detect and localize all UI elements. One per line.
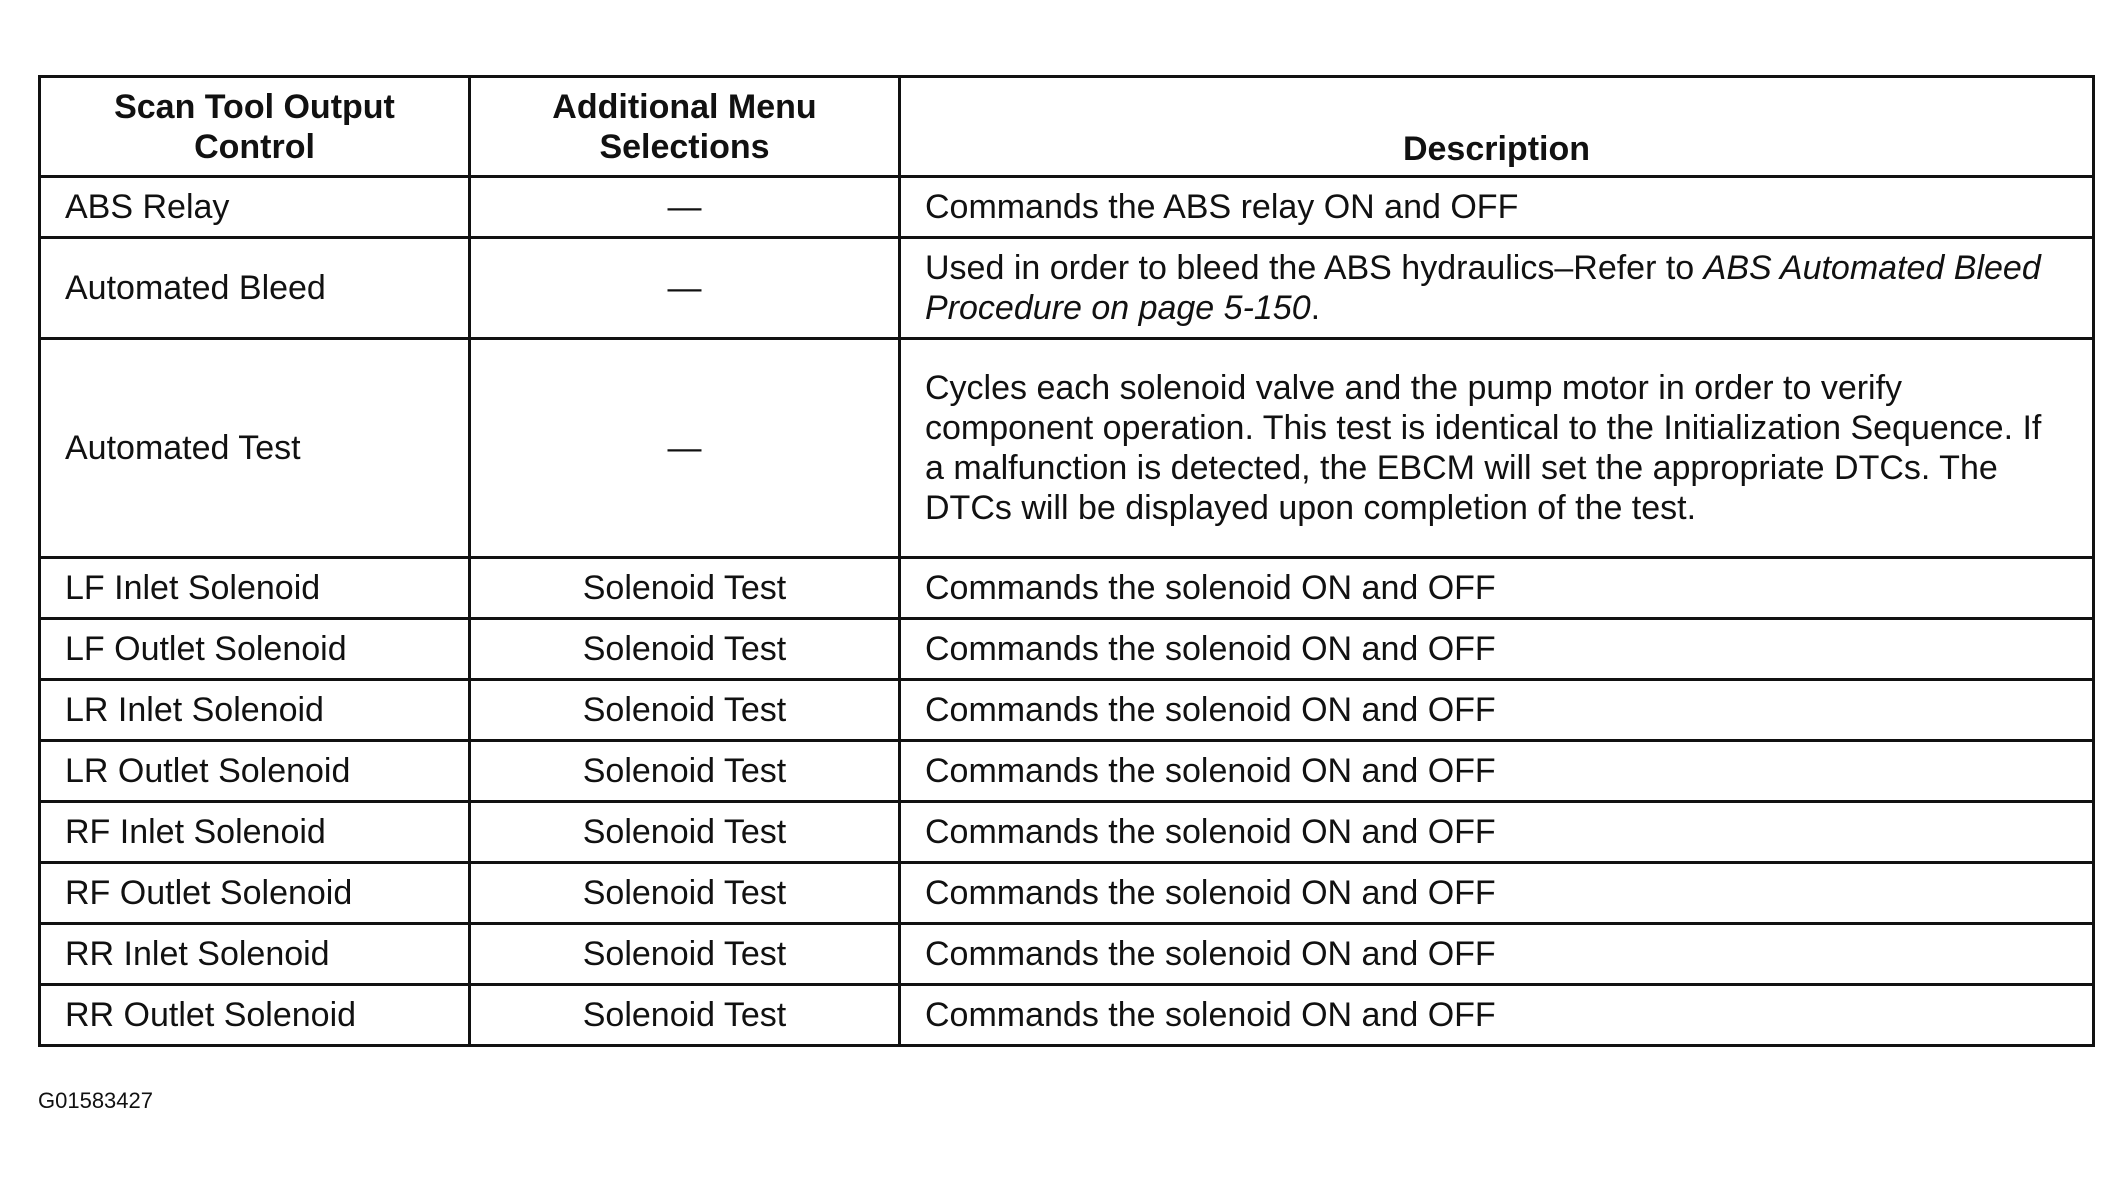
menu-selection-cell: Solenoid Test <box>470 741 900 802</box>
table-row <box>40 238 2094 339</box>
description-end: . <box>1310 289 1321 327</box>
header-output-control: Scan Tool Output Control <box>40 77 470 177</box>
menu-selection-cell: Solenoid Test <box>470 985 900 1046</box>
menu-selection-cell: — <box>470 177 900 238</box>
output-control-cell: RF Inlet Solenoid <box>40 802 470 863</box>
figure-id: G01583427 <box>38 1088 153 1113</box>
menu-selection-cell: Solenoid Test <box>470 863 900 924</box>
table-row <box>40 863 2094 924</box>
description-cell: Commands the solenoid ON and OFF <box>900 863 2094 924</box>
description-cell: Commands the solenoid ON and OFF <box>900 985 2094 1046</box>
menu-selection-cell: Solenoid Test <box>470 680 900 741</box>
output-control-cell: Automated Bleed <box>40 238 470 339</box>
output-control-cell: LF Outlet Solenoid <box>40 619 470 680</box>
table-row <box>40 558 2094 619</box>
table-row <box>40 339 2094 558</box>
output-control-cell: RR Inlet Solenoid <box>40 924 470 985</box>
menu-selection-cell: Solenoid Test <box>470 802 900 863</box>
table-row <box>40 619 2094 680</box>
output-control-cell: LF Inlet Solenoid <box>40 558 470 619</box>
description-cell: Commands the ABS relay ON and OFF <box>900 177 2094 238</box>
header-menu-selections: Additional Menu Selections <box>470 77 900 177</box>
description-cell: Commands the solenoid ON and OFF <box>900 741 2094 802</box>
table-row <box>40 680 2094 741</box>
menu-selection-cell: Solenoid Test <box>470 558 900 619</box>
description-cell: Commands the solenoid ON and OFF <box>900 619 2094 680</box>
description-cell: Commands the solenoid ON and OFF <box>900 680 2094 741</box>
table-row <box>40 177 2094 238</box>
output-control-cell: LR Inlet Solenoid <box>40 680 470 741</box>
output-control-cell: Automated Test <box>40 339 470 558</box>
scan-tool-output-control-table <box>38 75 2095 1047</box>
table-row <box>40 802 2094 863</box>
description-text: Used in order to bleed the ABS hydraulics–Refer to <box>925 249 1704 287</box>
output-control-cell: LR Outlet Solenoid <box>40 741 470 802</box>
output-control-cell: RF Outlet Solenoid <box>40 863 470 924</box>
menu-selection-cell: Solenoid Test <box>470 924 900 985</box>
output-control-cell: ABS Relay <box>40 177 470 238</box>
description-cell: Commands the solenoid ON and OFF <box>900 924 2094 985</box>
table-row <box>40 985 2094 1046</box>
output-control-cell: RR Outlet Solenoid <box>40 985 470 1046</box>
description-cell: Commands the solenoid ON and OFF <box>900 802 2094 863</box>
header-description: Description <box>900 77 2094 177</box>
description-cell: Commands the solenoid ON and OFF <box>900 558 2094 619</box>
description-cell <box>900 238 2094 339</box>
menu-selection-cell: — <box>470 238 900 339</box>
menu-selection-cell: — <box>470 339 900 558</box>
menu-selection-cell: Solenoid Test <box>470 619 900 680</box>
table-row <box>40 924 2094 985</box>
table-row <box>40 741 2094 802</box>
description-cell: Cycles each solenoid valve and the pump motor in order to verify component operation. This test is identical to the Initialization Sequence. If a malfunction is detected, the EBCM will set the appropriate DTCs. The DTCs will be displayed upon completion of the test. <box>900 339 2094 558</box>
table-header-row <box>40 77 2094 177</box>
procedure-reference: ABS Automated Bleed Procedure on page 5-150 <box>925 249 2041 327</box>
